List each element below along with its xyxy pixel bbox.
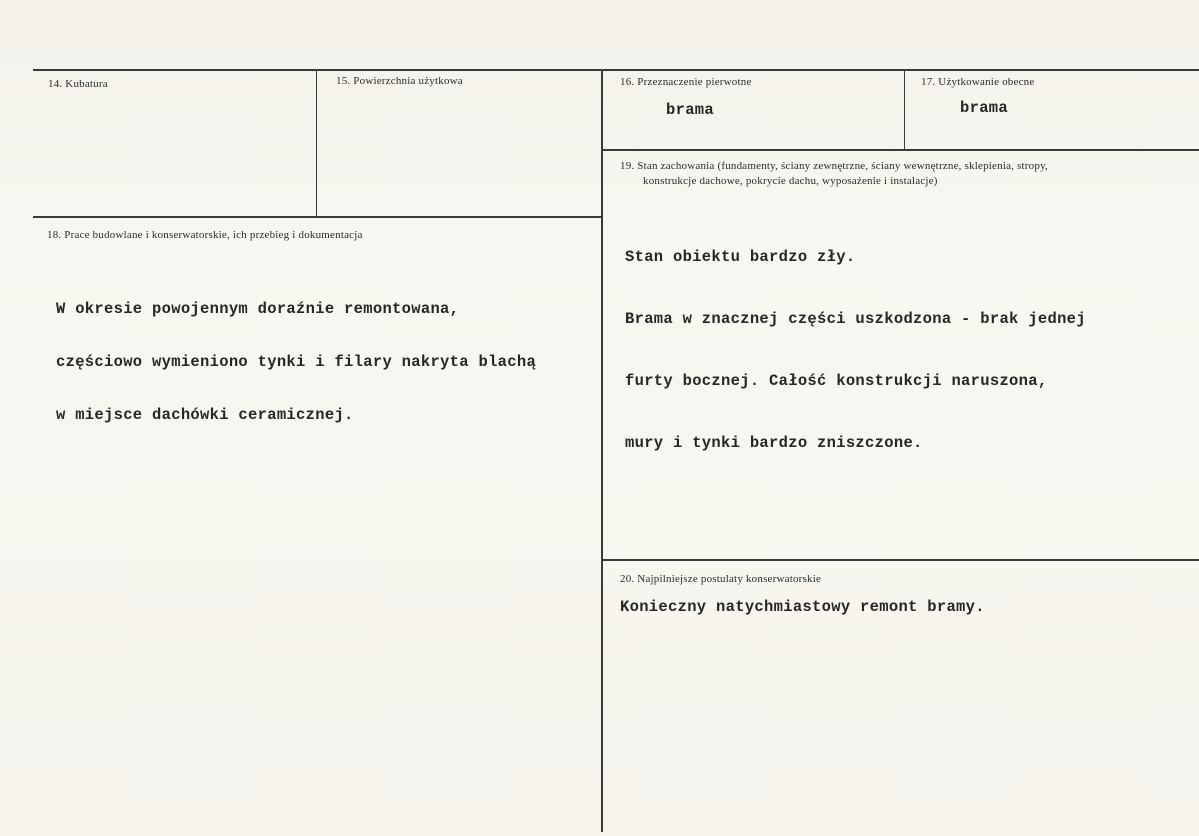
rule-under-16-17 [602, 149, 1199, 151]
rule-under-19 [602, 559, 1199, 561]
field-19-text [625, 208, 1086, 492]
divider-center [601, 70, 603, 832]
divider-14-15 [316, 70, 317, 218]
field-18-line: w miejsce dachówki ceramicznej. [56, 406, 354, 424]
field-19-label-line-2: konstrukcje dachowe, pokrycie dachu, wyposażenie i instalacje) [643, 175, 938, 187]
field-19-line: mury i tynki bardzo zniszczone. [625, 434, 923, 452]
field-18-line: częściowo wymieniono tynki i filary nakryta blachą [56, 353, 537, 371]
field-17-value: brama [960, 99, 1009, 117]
field-16-value: brama [666, 101, 715, 119]
field-18-text [56, 265, 536, 460]
field-14-label: 14. Kubatura [48, 78, 108, 90]
field-19-line: furty bocznej. Całość konstrukcji naruszona, [625, 372, 1048, 390]
field-20-value: Konieczny natychmiastowy remont bramy. [620, 598, 985, 616]
field-17-label: 17. Użytkowanie obecne [921, 76, 1035, 88]
field-16-label: 16. Przeznaczenie pierwotne [620, 76, 752, 88]
top-rule [33, 69, 1199, 71]
field-18-line: W okresie powojennym doraźnie remontowana, [56, 300, 460, 318]
field-20-label: 20. Najpilniejsze postulaty konserwatorskie [620, 573, 822, 585]
field-18-label: 18. Prace budowlane i konserwatorskie, ich przebieg i dokumentacja [47, 229, 363, 241]
rule-under-14-15 [33, 216, 602, 218]
divider-16-17 [904, 70, 905, 150]
field-19-line: Brama w znacznej części uszkodzona - brak jednej [625, 310, 1086, 328]
field-19-line: Stan obiektu bardzo zły. [625, 248, 856, 266]
field-19-label-line-1: 19. Stan zachowania (fundamenty, ściany zewnętrzne, ściany wewnętrzne, sklepienia, stropy, [620, 160, 1049, 172]
field-15-label: 15. Powierzchnia użytkowa [336, 75, 463, 87]
